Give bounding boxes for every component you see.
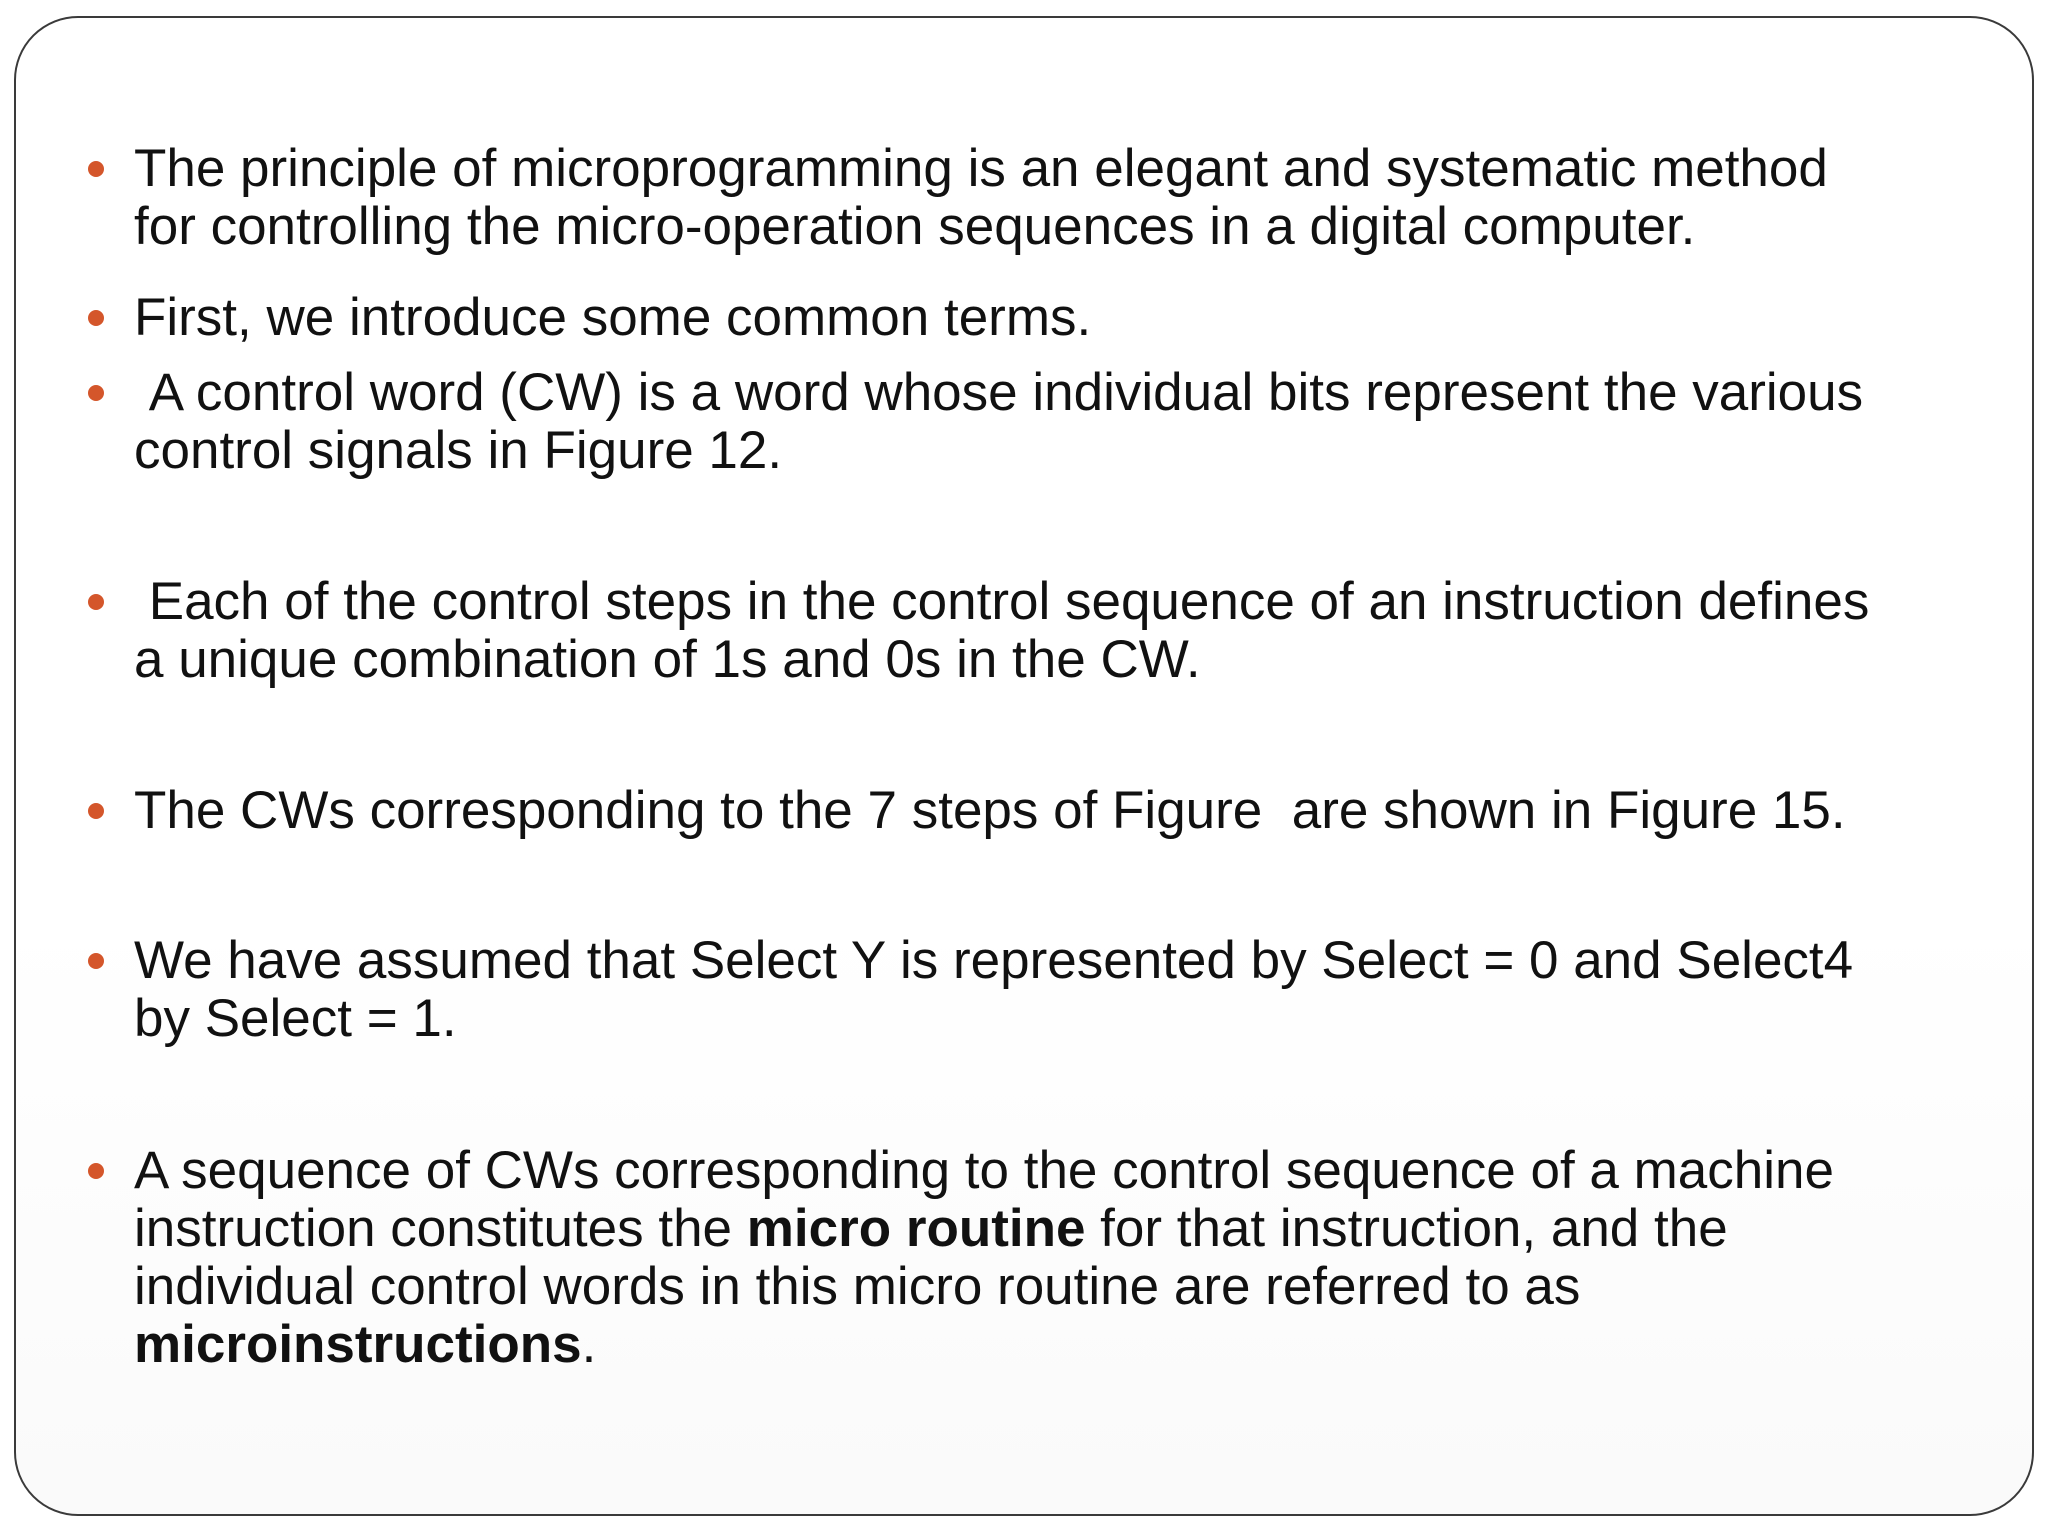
bullet-text: Each of the control steps in the control sequence of an instruction defines a unique combination of 1s and 0s in the CW.	[134, 572, 1870, 689]
bullet-text: We have assumed that Select Y is represented by Select = 0 and Select4 by Select = 1.	[134, 931, 1854, 1048]
slide-frame	[14, 16, 2034, 1516]
bullet-item-3	[134, 364, 1934, 480]
bullet-dot-icon	[88, 385, 104, 401]
bold-term-micro-routine: micro routine	[746, 1199, 1086, 1258]
bullet-text-segment: A sequence of CWs corresponding to the control sequence of a machine instruction constitutes the	[134, 1141, 1834, 1258]
bullet-item-6	[134, 932, 1934, 1048]
bold-term-microinstructions: microinstructions	[134, 1315, 582, 1374]
bullet-dot-icon	[88, 803, 104, 819]
bullet-text-segment: for that instruction, and the individual control words in this micro routine are referred to as	[134, 1199, 1728, 1316]
bullet-text-segment: .	[581, 1315, 597, 1374]
bullet-item-2	[134, 289, 1934, 347]
bullet-text: First, we introduce some common terms.	[134, 288, 1092, 347]
bullet-text: The principle of microprogramming is an elegant and systematic method for controlling the micro-operation sequences in a digital computer.	[134, 139, 1828, 256]
bullet-dot-icon	[88, 161, 104, 177]
bullet-dot-icon	[88, 310, 104, 326]
bullet-item-7	[134, 1142, 1934, 1374]
bullet-dot-icon	[88, 953, 104, 969]
bullet-text: A control word (CW) is a word whose individual bits represent the various control signals in Figure 12.	[134, 363, 1864, 480]
bullet-item-1	[134, 140, 1934, 256]
bullet-dot-icon	[88, 1163, 104, 1179]
bullet-dot-icon	[88, 594, 104, 610]
bullet-item-4	[134, 573, 1934, 689]
bullet-item-5	[134, 782, 1934, 840]
bullet-text	[134, 1141, 1834, 1374]
bullet-text: The CWs corresponding to the 7 steps of Figure are shown in Figure 15.	[134, 781, 1846, 840]
